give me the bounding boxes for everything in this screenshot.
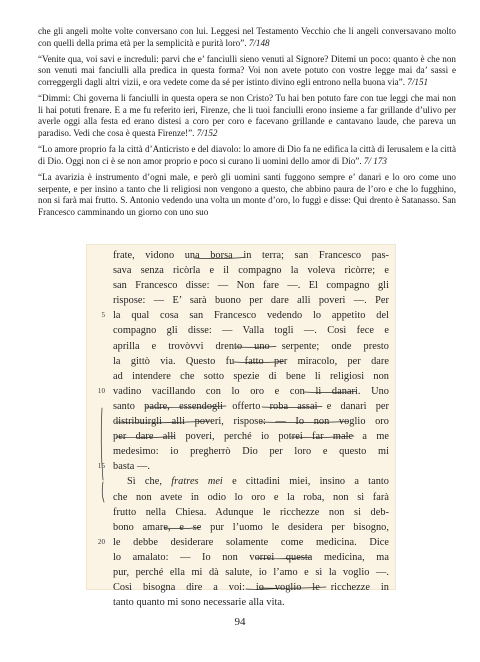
scanned-line-text: basta —. <box>113 461 151 473</box>
scanned-line <box>97 384 389 399</box>
scanned-line <box>113 444 389 459</box>
scanned-line <box>97 459 389 474</box>
scanned-line-text: Così bisogna dire a voi: io voglio le ricchezze in <box>113 582 389 594</box>
scanned-line <box>113 399 389 414</box>
scanned-line-text: medesimo: io pregherrò Dio per loro e questo mi <box>113 446 389 458</box>
scanned-line-text: la qual cosa san Francesco vedendo lo appetito del <box>113 310 389 322</box>
scanned-line <box>101 308 389 323</box>
scanned-line-text: compagno gli disse: — Valla togli —. Così fece e <box>113 325 389 337</box>
line-number: 10 <box>97 386 105 395</box>
scanned-line-text: frutto nella Chiesa. Adunque le ricchezze non si deb- <box>113 506 389 518</box>
scanned-line-text: la gittò via. Questo fu fatto per miracolo, per dare <box>113 355 389 367</box>
scanned-line <box>113 369 389 384</box>
scanned-line-text: lo amalato: — Io non vorrei questa medicina, ma <box>113 551 389 563</box>
citation-ref: 7/151 <box>407 76 429 87</box>
typed-paragraph: “Lo amore proprio fa la città d’Anticristo e del diavolo: lo amore di Dio fa ne edifica la città di Ierusalem e la città di Dio. Oggi non ci è se non amor proprio e poco si curano li uomini dello amor di Dio”. 7/ 173 <box>38 144 456 166</box>
scanned-line <box>113 414 389 429</box>
scanned-line <box>113 550 389 565</box>
scanned-line <box>97 535 389 550</box>
scanned-line <box>113 339 389 354</box>
scanned-line-text: pur, perché ella mi dà salute, io l’amo e sì la voglio —. <box>113 566 389 578</box>
scanned-line <box>113 595 389 610</box>
typed-paragraph: “Dimmi: Chi governa li fanciulli in questa opera se non Cristo? Tu hai ben potuto fare con tue leggi che mai non li hai potuti frenare. E a me fu referito ieri, Firenze, che li tuoi fanciulli erono insieme a far grillande d’ulivo per averle oggi alla festa ed erano distesi a coro per coro e facevano grillande e cantavano laude, che pareva un paradiso. Vedi che cosa è questa Firenze!”. 7/152 <box>38 93 456 138</box>
scanned-line-text: bono amare, e se pur l’uomo le desidera per bisogno, <box>113 521 389 533</box>
scanned-line <box>113 565 389 580</box>
citation-ref: 7/152 <box>196 127 218 138</box>
scanned-line-text: le debbe desiderare solamente come medicina. Dice <box>113 536 389 548</box>
scanned-line <box>113 520 389 535</box>
scanned-line-text: distribuirgli alli poveri, rispose: — Io non voglio oro <box>113 416 389 428</box>
scanned-line-text: frate, vidono una borsa in terra; san Francesco pas- <box>113 250 389 261</box>
scanned-line <box>113 429 389 444</box>
scanned-line <box>113 490 389 505</box>
scanned-line <box>113 505 389 520</box>
scanned-line <box>113 354 389 369</box>
typed-paragraph: “La avarizia è instrumento d’ogni male, e però gli uomini santi fuggono sempre e’ danari e lo oro come uno serpente, e per insino a tanto che li religiosi non vengono a questo, che abbino paura de l’oro e che lo fugghino, non si farà mai frutto. S. Antonio vedendo una volta un monte d’oro, lo fuggì e disse: Qui drento è Satanasso. San Francesco camminando un giorno con uno suo <box>38 171 456 217</box>
scanned-line-text: santo padre, essendogli offerto roba assai e danari per <box>113 400 389 412</box>
typed-paragraph: che gli angeli molte volte conversano con lui. Leggesi nel Testamento Vecchio che li angeli conversavano molto con quelli della prima età per la semplicità e purità loro”. 7/148 <box>38 26 456 48</box>
citation-ref: 7/148 <box>248 37 270 48</box>
scanned-line-text: rispose: — E’ sarà buono per dare alli poveri —. Per <box>113 295 389 307</box>
typed-quotes-block <box>38 26 456 223</box>
line-number: 5 <box>101 311 105 320</box>
scanned-line <box>113 293 389 308</box>
margin-bracket-lower <box>102 482 104 502</box>
scanned-line <box>113 278 389 293</box>
scanned-line <box>113 248 389 263</box>
scanned-line <box>113 323 389 338</box>
typed-paragraph: “Venite qua, voi savi e increduli: parvi che e’ fanciulli sieno venuti al Signore? Ditemi un poco: quanto è che non son venuti mai fanciulli alla predica in questa forma? Voi non avete potuto con vostre legge mai da’ sassi e correggergli dagli altri vizii, e ora vedete come da sé per istinto divino egli entrono nella buona via”. 7/151 <box>38 53 456 87</box>
scanned-line-text: sava senza ricòrla e il compagno la voleva ricòrre; e <box>113 265 389 277</box>
scanned-line-text: aprilla e trovòvvi drento uno serpente; onde presto <box>113 340 389 352</box>
scanned-line-text: ad intendere che sotto spezie di bene li religiosi non <box>113 370 389 382</box>
page-number: 94 <box>234 616 246 628</box>
scanned-line <box>113 580 389 595</box>
scanned-line-text: che non avete in odio lo oro e la roba, non si farà <box>113 491 389 503</box>
line-number: 20 <box>97 537 105 546</box>
scanned-line-text: Sì che, fratres mei e cittadini miei, insino a tanto <box>127 476 390 488</box>
scanned-line-text: san Francesco disse: — Non fare —. El compagno gli <box>113 280 389 292</box>
scanned-book-excerpt <box>86 244 396 609</box>
scanned-line <box>113 263 389 278</box>
line-number: 15 <box>97 462 105 471</box>
scanned-line-text: tanto quanto mi sono necessarie alla vita. <box>113 597 285 609</box>
scanned-text-lines <box>97 248 390 610</box>
citation-ref: 7/ 173 <box>363 155 387 166</box>
scanned-line <box>113 474 389 489</box>
scanned-line-text: vadino vacillando con lo oro e con li danari. Uno <box>113 385 389 397</box>
scanned-line-text: per dare alli poveri, perché io potrei far male a me <box>113 431 389 443</box>
